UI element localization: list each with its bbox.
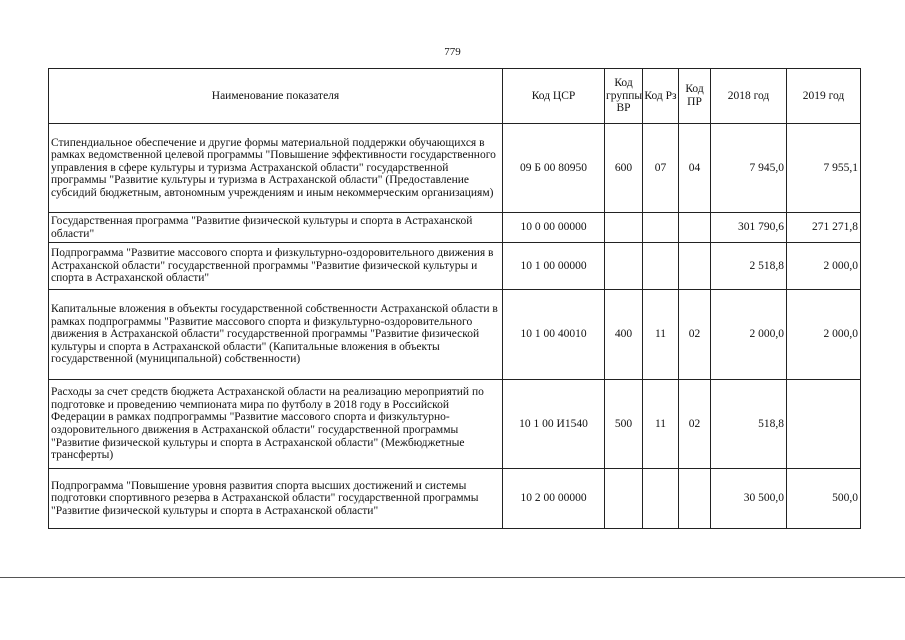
row-2019: 2 000,0 — [787, 243, 861, 290]
header-row — [49, 69, 861, 124]
row-pr — [679, 469, 711, 529]
budget-table — [48, 68, 861, 529]
row-2018: 30 500,0 — [711, 469, 787, 529]
footer-divider — [0, 577, 905, 578]
row-2018: 2 000,0 — [711, 290, 787, 380]
row-rz: 07 — [643, 124, 679, 213]
page-number: 779 — [444, 46, 461, 58]
row-rz — [643, 213, 679, 243]
row-csr: 10 1 00 И1540 — [503, 380, 605, 469]
row-2018: 301 790,6 — [711, 213, 787, 243]
header-2018: 2018 год — [711, 69, 787, 124]
row-name: Государственная программа "Развитие физической культуры и спорта в Астраханской области" — [49, 213, 503, 243]
row-vr: 500 — [605, 380, 643, 469]
row-2019: 2 000,0 — [787, 290, 861, 380]
row-csr: 10 0 00 00000 — [503, 213, 605, 243]
row-pr — [679, 243, 711, 290]
header-name: Наименование показателя — [49, 69, 503, 124]
row-rz — [643, 469, 679, 529]
row-vr — [605, 213, 643, 243]
row-vr: 600 — [605, 124, 643, 213]
row-pr — [679, 213, 711, 243]
table-row — [49, 213, 861, 243]
header-vr: Код группы ВР — [605, 69, 643, 124]
row-2018: 2 518,8 — [711, 243, 787, 290]
row-2018: 518,8 — [711, 380, 787, 469]
row-csr: 10 1 00 40010 — [503, 290, 605, 380]
row-name: Стипендиальное обеспечение и другие формы материальной поддержки обучающихся в рамках ведомственной целевой программы "Повышение эффективности государственного управления в сфере культуры и туризма Астраханской области" государственной программы "Развитие культуры и туризма в Астраханской области" (Предоставление субсидий бюджетным, автономным учреждениям и иным некоммерческим организациям) — [49, 124, 503, 213]
table-row — [49, 380, 861, 469]
row-2019: 7 955,1 — [787, 124, 861, 213]
row-pr: 02 — [679, 290, 711, 380]
row-2019 — [787, 380, 861, 469]
row-name: Капитальные вложения в объекты государственной собственности Астраханской области в рамках подпрограммы "Развитие массового спорта и физкультурно-оздоровительного движения в Астраханской области" государственной программы "Развитие физической культуры и спорта в Астраханской области" (Капитальные вложения в объекты государственной (муниципальной) собственности) — [49, 290, 503, 380]
row-2019: 500,0 — [787, 469, 861, 529]
row-2018: 7 945,0 — [711, 124, 787, 213]
table-row — [49, 290, 861, 380]
table-row — [49, 124, 861, 213]
row-pr: 04 — [679, 124, 711, 213]
row-rz: 11 — [643, 290, 679, 380]
row-csr: 10 2 00 00000 — [503, 469, 605, 529]
row-pr: 02 — [679, 380, 711, 469]
header-csr: Код ЦСР — [503, 69, 605, 124]
row-name: Подпрограмма "Повышение уровня развития спорта высших достижений и системы подготовки спортивного резерва в Астраханской области" государственной программы "Развитие физической культуры и спорта в Астраханской области" — [49, 469, 503, 529]
header-pr: Код ПР — [679, 69, 711, 124]
table-row — [49, 243, 861, 290]
row-vr — [605, 469, 643, 529]
row-vr: 400 — [605, 290, 643, 380]
row-rz — [643, 243, 679, 290]
row-csr: 09 Б 00 80950 — [503, 124, 605, 213]
header-2019: 2019 год — [787, 69, 861, 124]
row-name: Расходы за счет средств бюджета Астраханской области на реализацию мероприятий по подготовке и проведению чемпионата мира по футболу в 2018 году в Российской Федерации в рамках подпрограммы "Развитие массового спорта и физкультурно-оздоровительного движения в Астраханской области" государственной программы "Развитие физической культуры и спорта в Астраханской области" (Межбюджетные трансферты) — [49, 380, 503, 469]
header-rz: Код Рз — [643, 69, 679, 124]
row-name: Подпрограмма "Развитие массового спорта и физкультурно-оздоровительного движения в Астраханской области" государственной программы "Развитие физической культуры и спорта в Астраханской области" — [49, 243, 503, 290]
row-vr — [605, 243, 643, 290]
row-csr: 10 1 00 00000 — [503, 243, 605, 290]
row-rz: 11 — [643, 380, 679, 469]
row-2019: 271 271,8 — [787, 213, 861, 243]
table-row — [49, 469, 861, 529]
